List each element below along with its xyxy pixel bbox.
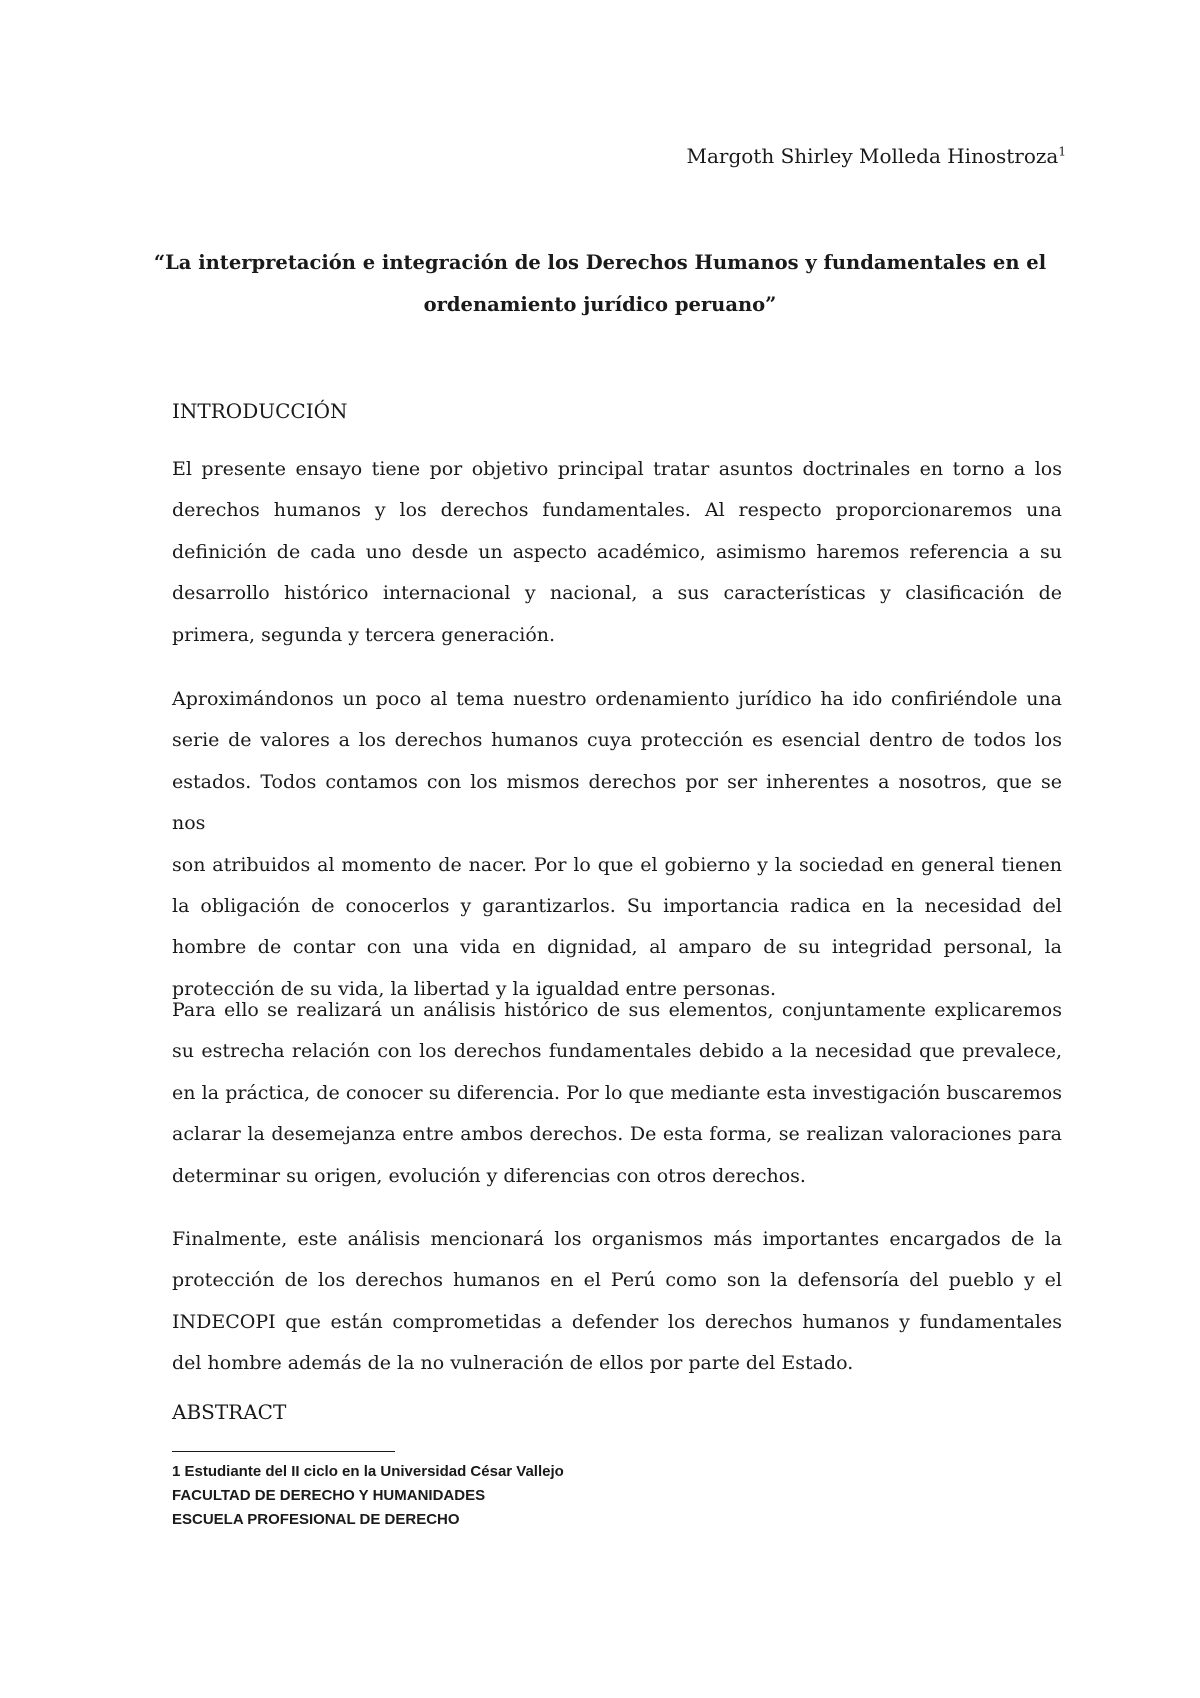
paragraph-line: Para ello se realizará un análisis histórico de sus elementos, conjuntamente explicaremos [172, 999, 1062, 1021]
paragraph-line: en la práctica, de conocer su diferencia. Por lo que mediante esta investigación buscaremos [172, 1081, 1062, 1104]
paragraph-line: su estrecha relación con los derechos fundamentales debido a la necesidad que prevalece, [172, 1040, 1062, 1063]
title-line-2: ordenamiento jurídico peruano” [423, 293, 777, 316]
paragraph-line: estados. Todos contamos con los mismos derechos por ser inherentes a nosotros, que se nos [172, 770, 1062, 835]
paragraph-line: son atribuidos al momento de nacer. Por lo que el gobierno y la sociedad en general tienen [172, 853, 1062, 876]
paragraph-line: la obligación de conocerlos y garantizarlos. Su importancia radica en la necesidad del [172, 895, 1062, 918]
footnote-line-3: ESCUELA PROFESIONAL DE DERECHO [172, 1511, 460, 1528]
paragraph-1 [172, 449, 1062, 656]
paragraph-line: El presente ensayo tiene por objetivo principal tratar asuntos doctrinales en torno a los [172, 458, 1062, 480]
paragraph-line: serie de valores a los derechos humanos cuya protección es esencial dentro de todos los [172, 729, 1062, 752]
title-line-1: “La interpretación e integración de los Derechos Humanos y fundamentales en el [153, 251, 1047, 274]
abstract-heading: ABSTRACT [172, 1400, 287, 1424]
paragraph-line: definición de cada uno desde un aspecto académico, asimismo haremos referencia a su [172, 540, 1062, 563]
paragraph-line: Finalmente, este análisis mencionará los organismos más importantes encargados de la [172, 1228, 1062, 1250]
paragraph-line: hombre de contar con una vida en dignidad, al amparo de su integridad personal, la [172, 936, 1062, 959]
paragraph-line: desarrollo histórico internacional y nacional, a sus características y clasificación de [172, 582, 1062, 605]
author-text: Margoth Shirley Molleda Hinostroza [686, 144, 1059, 168]
paragraph-line: aclarar la desemejanza entre ambos derechos. De esta forma, se realizan valoraciones para [172, 1123, 1062, 1146]
paragraph-4 [172, 1219, 1062, 1385]
paragraph-line: del hombre además de la no vulneración de ellos por parte del Estado. [172, 1352, 854, 1375]
author-name [686, 142, 1066, 170]
paragraph-line: derechos humanos y los derechos fundamentales. Al respecto proporcionaremos una [172, 499, 1062, 522]
footnote-separator [172, 1451, 395, 1452]
footnote [172, 1460, 564, 1532]
document-title [150, 242, 1050, 326]
paragraph-line: primera, segunda y tercera generación. [172, 623, 556, 646]
paragraph-2 [172, 679, 1062, 1010]
paragraph-line: INDECOPI que están comprometidas a defender los derechos humanos y fundamentales [172, 1310, 1062, 1333]
paragraph-line: determinar su origen, evolución y diferencias con otros derechos. [172, 1164, 806, 1187]
paragraph-line: Aproximándonos un poco al tema nuestro ordenamiento jurídico ha ido confiriéndole una [172, 688, 1062, 710]
paragraph-3 [172, 990, 1062, 1197]
footnote-line-1: 1 Estudiante del II ciclo en la Universidad César Vallejo [172, 1463, 564, 1480]
footnote-line-2: FACULTAD DE DERECHO Y HUMANIDADES [172, 1487, 486, 1504]
introduction-heading: INTRODUCCIÓN [172, 399, 348, 423]
author-footnote-mark: 1 [1058, 144, 1066, 159]
paragraph-line: protección de los derechos humanos en el Perú como son la defensoría del pueblo y el [172, 1269, 1062, 1292]
paragraph-line: protección de su vida, la libertad y la igualdad entre personas. [172, 977, 777, 1000]
